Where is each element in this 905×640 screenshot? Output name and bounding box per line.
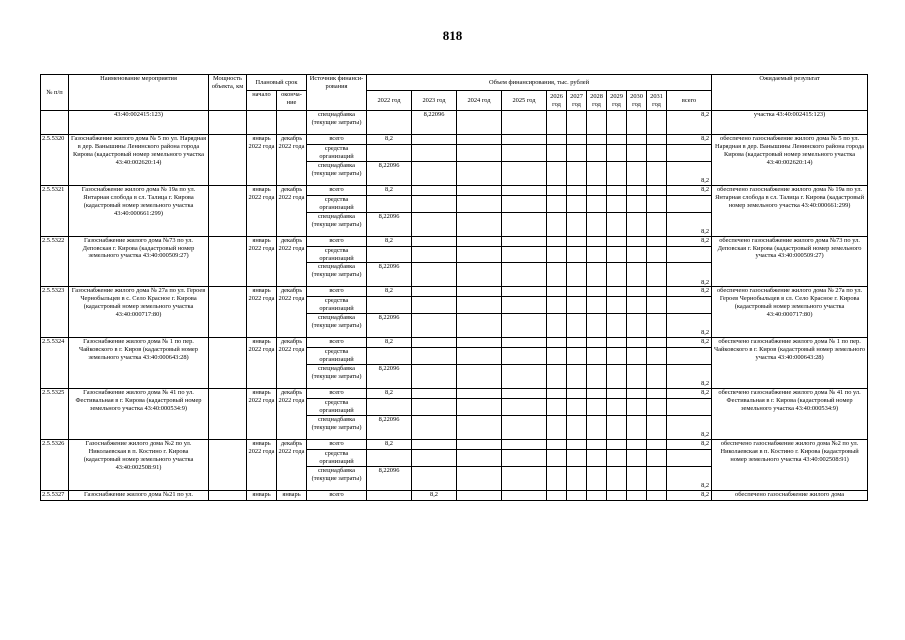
header-capacity: Мощность объекта, км xyxy=(209,75,247,111)
row-sum-total: 8,2 xyxy=(667,236,712,246)
row-2022-markup: 8,22096 xyxy=(367,263,412,287)
row-name: Газоснабжение жилого дома №21 по ул. xyxy=(69,490,209,500)
row-end: декабрь 2022 года xyxy=(277,185,307,236)
row-source-markup: спецнадбавка (текущие затраты) xyxy=(307,365,367,389)
row-number: 2.5.5326 xyxy=(41,439,69,490)
row-name: Газоснабжение жилого дома №73 по ул. Деповская г. Кирова (кадастровый номер земельного участка 43:40:000509:27) xyxy=(69,236,209,287)
header-year: 2022 год xyxy=(367,91,412,111)
table-row xyxy=(41,236,868,246)
header-name: Наименование мероприятия xyxy=(69,75,209,111)
row-name: Газоснабжение жилого дома № 5 по ул. Нарядная в дер. Ванышины Ленинского района города Кирова (кадастровый номер земельного участка 43:40:002620:14) xyxy=(69,135,209,186)
row-source-org: средства организаций xyxy=(307,348,367,365)
row-2022-markup: 8,22096 xyxy=(367,365,412,389)
row-result: обеспечено газоснабжение жилого дома № 41 по ул. Фестивальная в г. Кирова (кадастровый номер земельного участка 43:40:000534:9) xyxy=(712,389,868,440)
header-year: 2027 год xyxy=(567,91,587,111)
row-2022-markup: 8,22096 xyxy=(367,212,412,236)
row-name: Газоснабжение жилого дома № 19а по ул. Янтарная слобода в сл. Талица г. Кирова (кадастровый номер земельного участка 43:40:000661:299) xyxy=(69,185,209,236)
table-row xyxy=(41,111,868,135)
row-sum-markup: 8,2 xyxy=(667,212,712,236)
row-sum-markup: 8,2 xyxy=(667,466,712,490)
row-name: Газоснабжение жилого дома № 1 по пер. Чайковского в г. Киров (кадастровый номер земельного участка 43:40:000643:28) xyxy=(69,338,209,389)
row-end: декабрь 2022 года xyxy=(277,135,307,186)
row-sum-markup: 8,2 xyxy=(667,263,712,287)
table-row xyxy=(41,389,868,399)
row-sum-total: 8,2 xyxy=(667,338,712,348)
row-2022-total: 8,2 xyxy=(367,185,412,195)
row-start: январь xyxy=(247,490,277,500)
row-source-markup: спецнадбавка (текущие затраты) xyxy=(307,161,367,185)
row-2022-total: 8,2 xyxy=(367,439,412,449)
continuation-name: 43:40:002415:123) xyxy=(69,111,209,135)
header-year: 2031 год xyxy=(647,91,667,111)
row-2022-total: 8,2 xyxy=(367,389,412,399)
row-source-total: всего xyxy=(307,135,367,145)
row-source-total: всего xyxy=(307,236,367,246)
header-funding: Объем финансирования, тыс. рублей xyxy=(367,75,712,91)
header-period: Плановый срок xyxy=(247,75,307,91)
row-sum-markup: 8,2 xyxy=(667,415,712,439)
row-2022-total: 8,2 xyxy=(367,287,412,297)
row-result: обеспечено газоснабжение жилого дома № 27а по ул. Героев Чернобыльцев в сл. Село Красное г. Кирова (кадастровый номер земельного участка 43:40:000717:80) xyxy=(712,287,868,338)
row-sum-total: 8,2 xyxy=(667,185,712,195)
row-2022-markup: 8,22096 xyxy=(367,466,412,490)
row-sum-total: 8,2 xyxy=(667,135,712,145)
row-end: январь xyxy=(277,490,307,500)
funding-table xyxy=(40,74,868,501)
row-start: январь 2022 года xyxy=(247,389,277,440)
row-name: Газоснабжение жилого дома №2 по ул. Николаевская в п. Костино г. Кирова (кадастровый номер земельного участка 43:40:002508:91) xyxy=(69,439,209,490)
row-2022-markup: 8,22096 xyxy=(367,415,412,439)
continuation-result: участка 43:40:002415:123) xyxy=(712,111,868,135)
header-year: 2030 год xyxy=(627,91,647,111)
row-result: обеспечено газоснабжение жилого дома № 5 по ул. Нарядная в дер. Ванышины Ленинского района города Кирова (кадастровый номер земельного участка 43:40:002620:14) xyxy=(712,135,868,186)
header-year: 2024 год xyxy=(457,91,502,111)
row-source-org: средства организаций xyxy=(307,145,367,162)
row-start: январь 2022 года xyxy=(247,439,277,490)
header-total: всего xyxy=(667,91,712,111)
row-start: январь 2022 года xyxy=(247,185,277,236)
row-end: декабрь 2022 года xyxy=(277,236,307,287)
table-row xyxy=(41,338,868,348)
row-end: декабрь 2022 года xyxy=(277,439,307,490)
row-number: 2.5.5325 xyxy=(41,389,69,440)
row-number: 2.5.5320 xyxy=(41,135,69,186)
row-source-markup: спецнадбавка (текущие затраты) xyxy=(307,212,367,236)
header-year: 2029 год xyxy=(607,91,627,111)
header-year: 2028 год xyxy=(587,91,607,111)
row-2022-total: 8,2 xyxy=(367,135,412,145)
row-sum-markup: 8,2 xyxy=(667,161,712,185)
row-source-org: средства организаций xyxy=(307,297,367,314)
row-result: обеспечено газоснабжение жилого дома № 19а по ул. Янтарная слобода в сл. Талица г. Кирова (кадастровый номер земельного участка 43:40:000661:299) xyxy=(712,185,868,236)
row-source-markup: спецнадбавка (текущие затраты) xyxy=(307,466,367,490)
row-number: 2.5.5323 xyxy=(41,287,69,338)
header-year: 2026 год xyxy=(547,91,567,111)
row-sum-total: 8,2 xyxy=(667,389,712,399)
row-result: обеспечено газоснабжение жилого дома №73 по ул. Деповская г. Кирова (кадастровый номер земельного участка 43:40:000509:27) xyxy=(712,236,868,287)
row-source-markup: спецнадбавка (текущие затраты) xyxy=(307,415,367,439)
page-number: 818 xyxy=(442,28,463,43)
row-start: январь 2022 года xyxy=(247,338,277,389)
row-source-org: средства организаций xyxy=(307,399,367,416)
header-year: 2023 год xyxy=(412,91,457,111)
row-source-total: всего xyxy=(307,490,367,500)
table-row xyxy=(41,490,868,500)
row-start: январь 2022 года xyxy=(247,236,277,287)
row-sum-total: 8,2 xyxy=(667,287,712,297)
table-row xyxy=(41,439,868,449)
row-number: 2.5.5321 xyxy=(41,185,69,236)
table-row xyxy=(41,135,868,145)
row-source-org: средства организаций xyxy=(307,195,367,212)
header-num: № п/п xyxy=(41,75,69,111)
row-number: 2.5.5324 xyxy=(41,338,69,389)
header-source: Источник финанси-рования xyxy=(307,75,367,111)
row-2022-markup: 8,22096 xyxy=(367,314,412,338)
header-end: оконча-ние xyxy=(277,91,307,111)
row-source-total: всего xyxy=(307,439,367,449)
continuation-2023: 8,22096 xyxy=(412,111,457,135)
row-number: 2.5.5327 xyxy=(41,490,69,500)
row-result: обеспечено газоснабжение жилого дома xyxy=(712,490,868,500)
row-source-total: всего xyxy=(307,338,367,348)
row-result: обеспечено газоснабжение жилого дома № 1 по пер. Чайковского в г. Киров (кадастровый номер земельного участка 43:40:000643:28) xyxy=(712,338,868,389)
header-start: начало xyxy=(247,91,277,111)
table-row xyxy=(41,185,868,195)
row-2023: 8,2 xyxy=(412,490,457,500)
row-result: обеспечено газоснабжение жилого дома №2 по ул. Николаевская в п. Костино г. Кирова (кадастровый номер земельного участка 43:40:002508:91) xyxy=(712,439,868,490)
row-source-total: всего xyxy=(307,389,367,399)
header-result: Ожидаемый результат xyxy=(712,75,868,111)
row-end: декабрь 2022 года xyxy=(277,287,307,338)
table-row xyxy=(41,287,868,297)
row-2022-markup: 8,22096 xyxy=(367,161,412,185)
row-source-org: средства организаций xyxy=(307,449,367,466)
row-sum-total: 8,2 xyxy=(667,439,712,449)
row-name: Газоснабжение жилого дома № 27а по ул. Героев Чернобыльцев в с. Село Красное г. Кирова (кадастровый номер земельного участка 43:40:000717:80) xyxy=(69,287,209,338)
row-name: Газоснабжение жилого дома № 41 по ул. Фестивальная в г. Кирова (кадастровый номер земельного участка 43:40:000534:9) xyxy=(69,389,209,440)
row-end: декабрь 2022 года xyxy=(277,338,307,389)
continuation-total: 8,2 xyxy=(667,111,712,135)
row-2022-total: 8,2 xyxy=(367,338,412,348)
row-2022-total: 8,2 xyxy=(367,236,412,246)
row-sum-markup: 8,2 xyxy=(667,314,712,338)
continuation-source: спецнадбавка (текущие затраты) xyxy=(307,111,367,135)
row-source-markup: спецнадбавка (текущие затраты) xyxy=(307,263,367,287)
row-start: январь 2022 года xyxy=(247,135,277,186)
row-total: 8,2 xyxy=(667,490,712,500)
row-source-markup: спецнадбавка (текущие затраты) xyxy=(307,314,367,338)
row-sum-markup: 8,2 xyxy=(667,365,712,389)
row-source-total: всего xyxy=(307,287,367,297)
row-source-total: всего xyxy=(307,185,367,195)
row-end: декабрь 2022 года xyxy=(277,389,307,440)
row-source-org: средства организаций xyxy=(307,246,367,263)
header-year: 2025 год xyxy=(502,91,547,111)
row-number: 2.5.5322 xyxy=(41,236,69,287)
row-start: январь 2022 года xyxy=(247,287,277,338)
